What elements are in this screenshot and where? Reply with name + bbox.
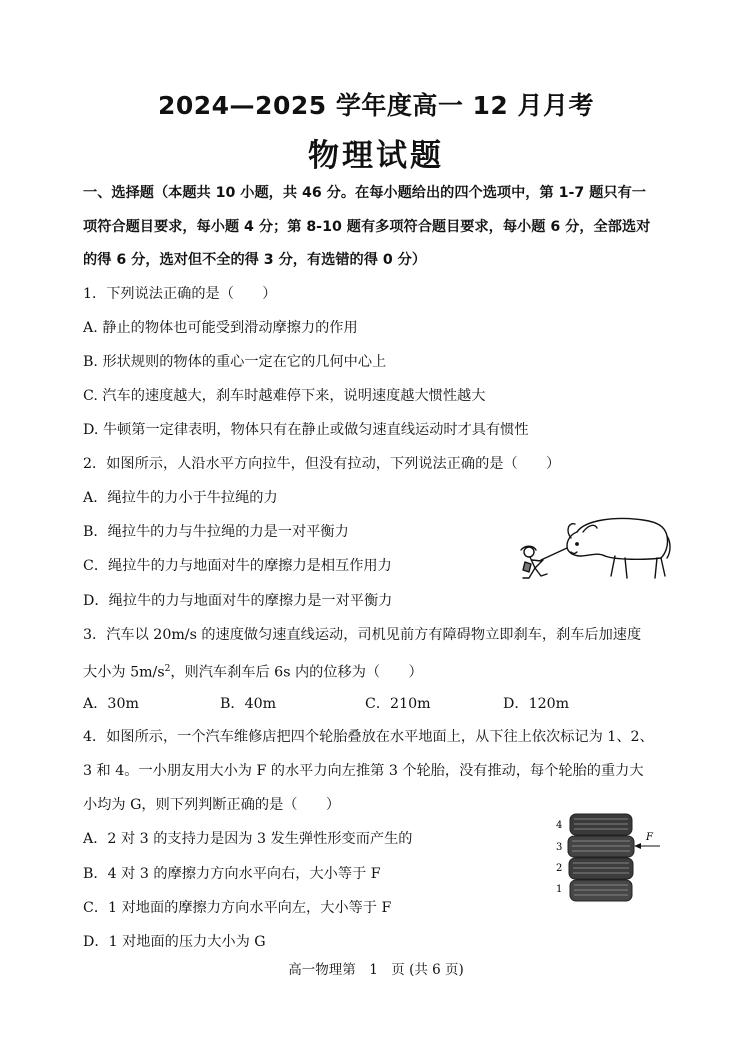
question-3-option-b: B．40m: [220, 696, 277, 712]
question-3-option-c: C．210m: [365, 696, 431, 712]
question-3-options: [83, 693, 683, 713]
question-3-accel-exponent: 2: [164, 664, 171, 674]
question-4-stem-line3: 小均为 G，则下列判断正确的是（ ）: [83, 797, 341, 813]
question-1-stem: 1．下列说法正确的是（ ）: [83, 286, 277, 302]
question-1-option-a: A. 静止的物体也可能受到滑动摩擦力的作用: [83, 320, 358, 336]
question-3-stem-line1: 3．汽车以 20m/s 的速度做匀速直线运动，司机见前方有障碍物立即刹车，刹车后加速度: [83, 627, 642, 643]
tire-label-3: 3: [556, 842, 563, 853]
tire-3: [568, 836, 634, 857]
question-2-option-d: D．绳拉牛的力与地面对牛的摩擦力是一对平衡力: [83, 593, 393, 609]
exam-subtitle: 物理试题: [308, 138, 444, 174]
question-4-option-d: D．1 对地面的压力大小为 G: [83, 934, 266, 950]
question-2-option-c: C．绳拉牛的力与地面对牛的摩擦力是相互作用力: [83, 558, 392, 574]
section-instructions-line2: 项符合题目要求，每小题 4 分；第 8-10 题有多项符合题目要求，每小题 6 分，全部选对: [83, 219, 651, 235]
question-4-option-a: A．2 对 3 的支持力是因为 3 发生弹性形变而产生的: [83, 831, 413, 847]
tire-1: [570, 880, 632, 901]
force-arrow-head: [634, 843, 641, 849]
stacked-tires-figure: [548, 808, 668, 908]
tire-2: [569, 858, 633, 879]
question-2-option-b: B．绳拉牛的力与牛拉绳的力是一对平衡力: [83, 524, 349, 540]
tire-4: [570, 814, 632, 835]
question-4-option-b: B．4 对 3 的摩擦力方向水平向右，大小等于 F: [83, 866, 381, 882]
question-4-option-c: C．1 对地面的摩擦力方向水平向左，大小等于 F: [83, 900, 392, 916]
exam-title: 2024—2025 学年度高一 12 月月考: [157, 91, 595, 120]
question-3-option-d: D．120m: [503, 696, 570, 712]
question-3-accel-value: 大小为 5m/s: [83, 664, 165, 681]
tire-label-1: 1: [556, 884, 563, 895]
question-1-option-c: C. 汽车的速度越大，刹车时越难停下来，说明速度越大惯性越大: [83, 388, 486, 404]
tire-label-2: 2: [556, 863, 563, 874]
question-1-option-d: D. 牛顿第一定律表明，物体只有在静止或做匀速直线运动时才具有惯性: [83, 422, 529, 438]
person-pulling-ox-figure: [515, 512, 675, 594]
question-3-option-a: A．30m: [83, 696, 139, 712]
question-3-stem-tail: ，则汽车刹车后 6s 内的位移为（ ）: [170, 664, 423, 681]
question-3-stem-line2: [83, 659, 423, 683]
section-instructions-line3: 的得 6 分，选对但不全的得 3 分，有选错的得 0 分）: [83, 252, 427, 268]
question-4-stem-line1: 4．如图所示，一个汽车维修店把四个轮胎叠放在水平地面上，从下往上依次标记为 1、2、: [83, 729, 654, 745]
section-instructions-line1: 一、选择题（本题共 10 小题，共 46 分。在每小题给出的四个选项中，第 1-7 题只有一: [83, 185, 646, 201]
question-2-option-a: A．绳拉牛的力小于牛拉绳的力: [83, 490, 278, 506]
tire-label-4: 4: [556, 820, 563, 831]
question-2-stem: 2．如图所示，人沿水平方向拉牛，但没有拉动，下列说法正确的是（ ）: [83, 456, 561, 472]
page-footer: 高一物理第 1 页 (共 6 页): [288, 962, 464, 978]
question-4-stem-line2: 3 和 4。一小朋友用大小为 F 的水平力向左推第 3 个轮胎，没有推动，每个轮胎的重力大: [83, 763, 644, 779]
force-label: F: [646, 832, 653, 843]
question-1-option-b: B. 形状规则的物体的重心一定在它的几何中心上: [83, 354, 387, 370]
